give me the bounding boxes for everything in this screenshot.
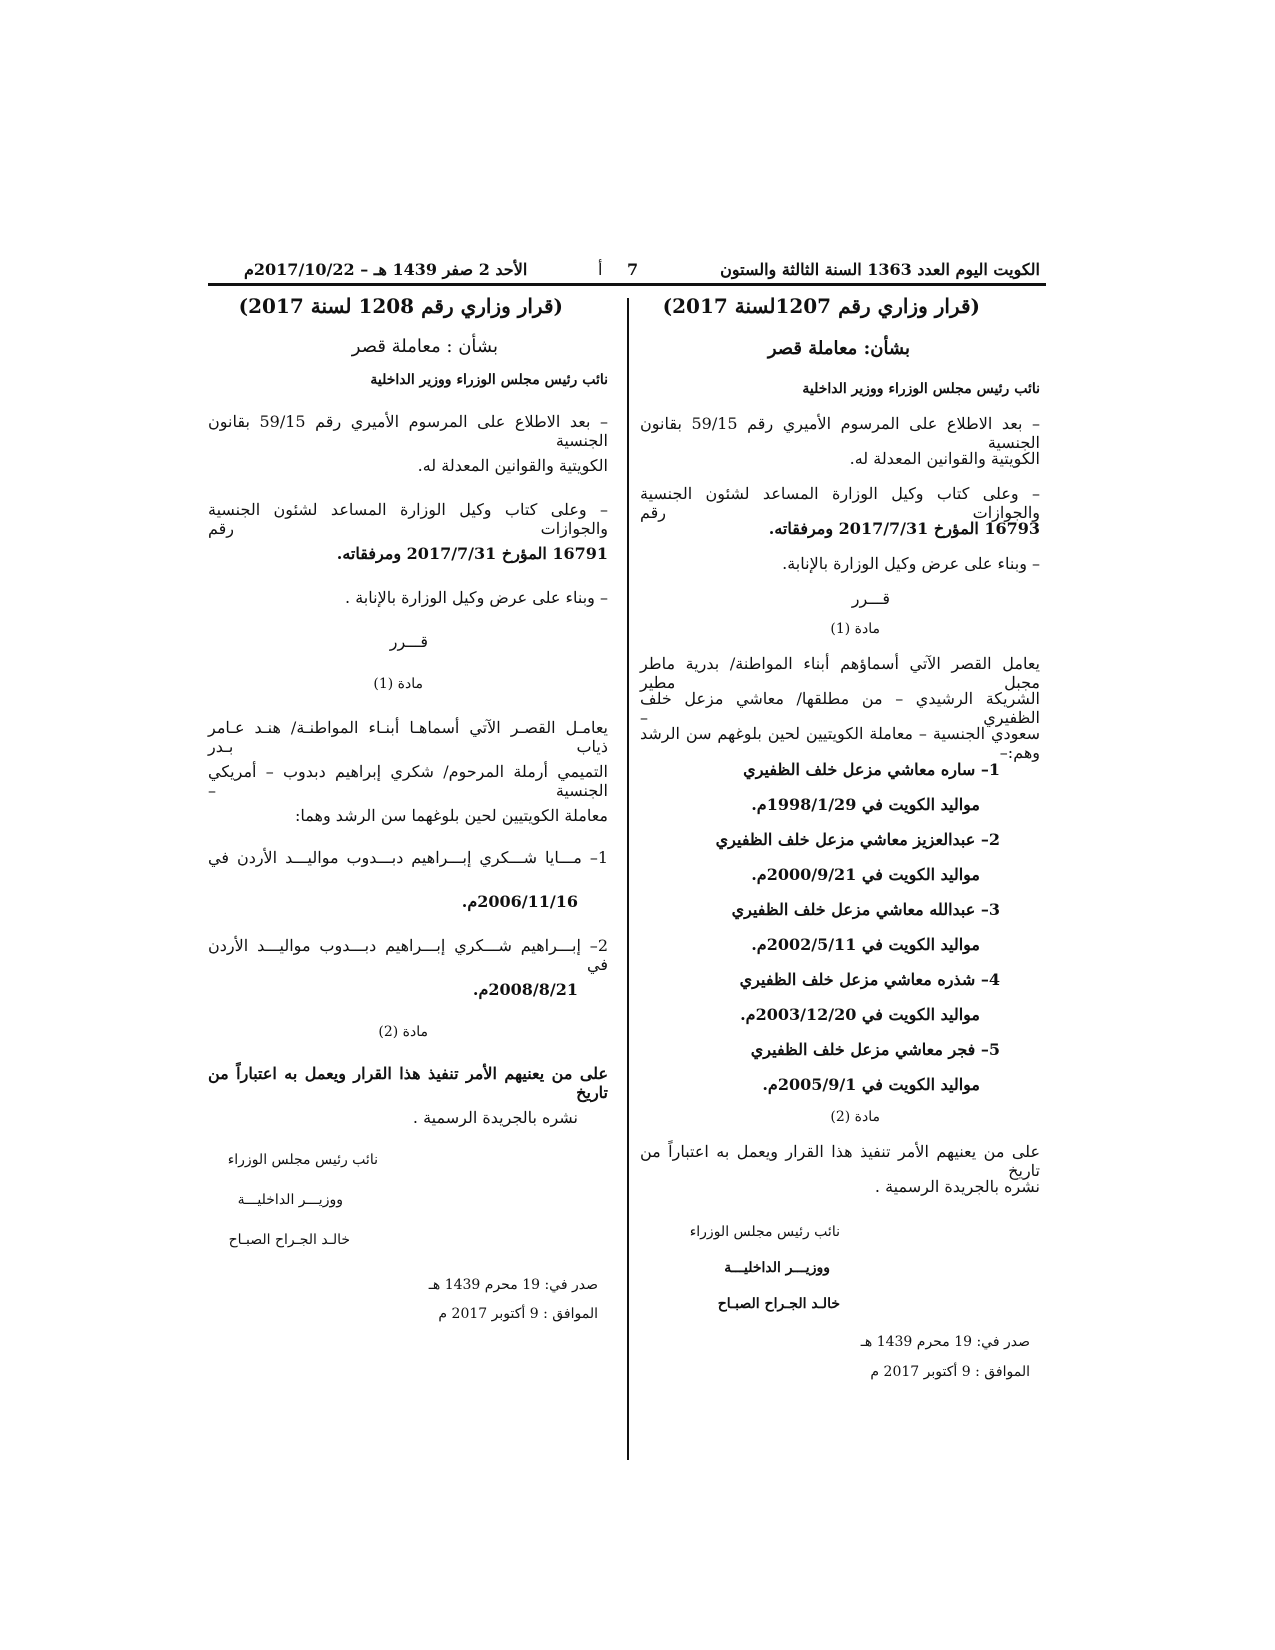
issuer-line: نائب رئيس مجلس الوزراء ووزير الداخلية xyxy=(802,381,1040,397)
issue-date: الأحد 2 صفر 1439 هـ – 2017/10/22م xyxy=(244,260,528,279)
execution-line-1: على من يعنيهم الأمر تنفيذ هذا القرار ويعمل به اعتباراً من تاريخ xyxy=(208,1064,608,1102)
article-1-line-1: يعامل القصر الآتي أسماؤهم أبناء المواطنة/ بدرية ماطر مجبل مطير xyxy=(640,654,1040,692)
preamble-1b: الكويتية والقوانين المعدلة له. xyxy=(417,456,608,475)
signatory-name: خالـد الجـراح الصبـاح xyxy=(228,1232,350,1248)
preamble-1b: الكويتية والقوانين المعدلة له. xyxy=(849,449,1040,468)
article-1-line-2: الشريكة الرشيدي – من مطلقها/ معاشي مزعل خلف الظفيري – xyxy=(640,689,1040,727)
minor-1-birth: 2006/11/16م. xyxy=(461,892,578,911)
preamble-2b: 16791 المؤرخ 2017/7/31 ومرفقاته. xyxy=(336,544,608,563)
article-1-line-2: التميمي أرملة المرحوم/ شكري إبراهيم دبدوب – أمريكي الجنسية – xyxy=(208,762,608,800)
column-divider xyxy=(627,298,629,1460)
minor-1-name: 1– ساره معاشي مزعل خلف الظفيري xyxy=(743,760,1000,779)
gazette-issue: الكويت اليوم العدد 1363 السنة الثالثة والستون xyxy=(720,260,1040,279)
minor-5-birth: مواليد الكويت في 2005/9/1م. xyxy=(762,1075,980,1094)
corresponding-date: الموافق : 9 أكتوبر 2017 م xyxy=(870,1364,1030,1380)
execution-line-1: على من يعنيهم الأمر تنفيذ هذا القرار ويعمل به اعتباراً من تاريخ xyxy=(640,1142,1040,1180)
minor-2-name: 2– عبدالعزيز معاشي مزعل خلف الظفيري xyxy=(715,830,1000,849)
minor-1-line: 1– مـــايا شـــكري إبـــراهيم دبـــدوب مواليـــد الأردن في xyxy=(208,848,608,867)
issuer-line: نائب رئيس مجلس الوزراء ووزير الداخلية xyxy=(370,372,608,388)
preamble-2b: 16793 المؤرخ 2017/7/31 ومرفقاته. xyxy=(768,519,1040,538)
minor-2-birth: 2008/8/21م. xyxy=(472,980,578,999)
article-1-line-1: يعامـل القصـر الآتي أسماهـا أبنـاء المواطنـة/ هنـد عـامر ذياب بـدر xyxy=(208,718,608,756)
article-2-heading: مادة (2) xyxy=(378,1024,428,1040)
signatory-title: نائب رئيس مجلس الوزراء xyxy=(689,1224,840,1240)
corresponding-date: الموافق : 9 أكتوبر 2017 م xyxy=(438,1306,598,1322)
article-1-line-3: سعودي الجنسية – معاملة الكويتيين لحين بلوغهم سن الرشد وهم:– xyxy=(640,724,1040,762)
preamble-2a: – وعلى كتاب وكيل الوزارة المساعد لشئون الجنسية والجوازات رقم xyxy=(640,484,1040,522)
issued-date: صدر في: 19 محرم 1439 هـ xyxy=(428,1277,598,1293)
page-letter: أ xyxy=(598,260,603,279)
minor-3-birth: مواليد الكويت في 2002/5/11م. xyxy=(751,935,980,954)
minor-4-birth: مواليد الكويت في 2003/12/20م. xyxy=(740,1005,980,1024)
signatory-ministry: ووزيـــر الداخليـــة xyxy=(237,1192,343,1208)
decision-1207 xyxy=(640,0,1040,1650)
decision-subject: بشأن: معاملة قصر xyxy=(767,338,910,359)
article-1-line-3: معاملة الكويتيين لحين بلوغهما سن الرشد وهما: xyxy=(295,806,608,825)
article-1-heading: مادة (1) xyxy=(830,621,880,637)
preamble-3: – وبناء على عرض وكيل الوزارة بالإنابة. xyxy=(782,554,1040,573)
signatory-name: خالـد الجـراح الصبـاح xyxy=(717,1296,840,1312)
minor-3-name: 3– عبدالله معاشي مزعل خلف الظفيري xyxy=(731,900,1000,919)
signatory-title: نائب رئيس مجلس الوزراء xyxy=(227,1152,378,1168)
signatory-ministry: ووزيـــر الداخليـــة xyxy=(724,1260,830,1276)
execution-line-2: نشره بالجريدة الرسمية . xyxy=(874,1177,1040,1196)
preamble-1a: – بعد الاطلاع على المرسوم الأميري رقم 59/15 بقانون الجنسية xyxy=(640,414,1040,452)
minor-1-birth: مواليد الكويت في 1998/1/29م. xyxy=(751,795,980,814)
decision-1208 xyxy=(208,0,608,1650)
minor-2-line: 2– إبـــراهيم شـــكري إبـــراهيم دبـــدوب مواليـــد الأردن في xyxy=(208,936,608,974)
execution-line-2: نشره بالجريدة الرسمية . xyxy=(412,1108,578,1127)
issued-date: صدر في: 19 محرم 1439 هـ xyxy=(860,1334,1030,1350)
page-number: 7 xyxy=(627,260,639,279)
minor-5-name: 5– فجر معاشي مزعل خلف الظفيري xyxy=(750,1040,1000,1059)
decided-word: قـــرر xyxy=(389,632,428,651)
preamble-1a: – بعد الاطلاع على المرسوم الأميري رقم 59/15 بقانون الجنسية xyxy=(208,412,608,450)
decision-subject: بشأن : معاملة قصر xyxy=(351,336,498,357)
preamble-3: – وبناء على عرض وكيل الوزارة بالإنابة . xyxy=(345,588,608,607)
decision-title: (قرار وزاري رقم 1208 لسنة 2017) xyxy=(238,294,563,318)
minor-4-name: 4– شذره معاشي مزعل خلف الظفيري xyxy=(739,970,1000,989)
article-2-heading: مادة (2) xyxy=(830,1109,880,1125)
article-1-heading: مادة (1) xyxy=(373,676,423,692)
decided-word: قـــرر xyxy=(851,589,890,608)
preamble-2a: – وعلى كتاب وكيل الوزارة المساعد لشئون الجنسية والجوازات رقم xyxy=(208,500,608,538)
decision-title: (قرار وزاري رقم 1207لسنة 2017) xyxy=(662,294,980,318)
minor-2-birth: مواليد الكويت في 2000/9/21م. xyxy=(751,865,980,884)
